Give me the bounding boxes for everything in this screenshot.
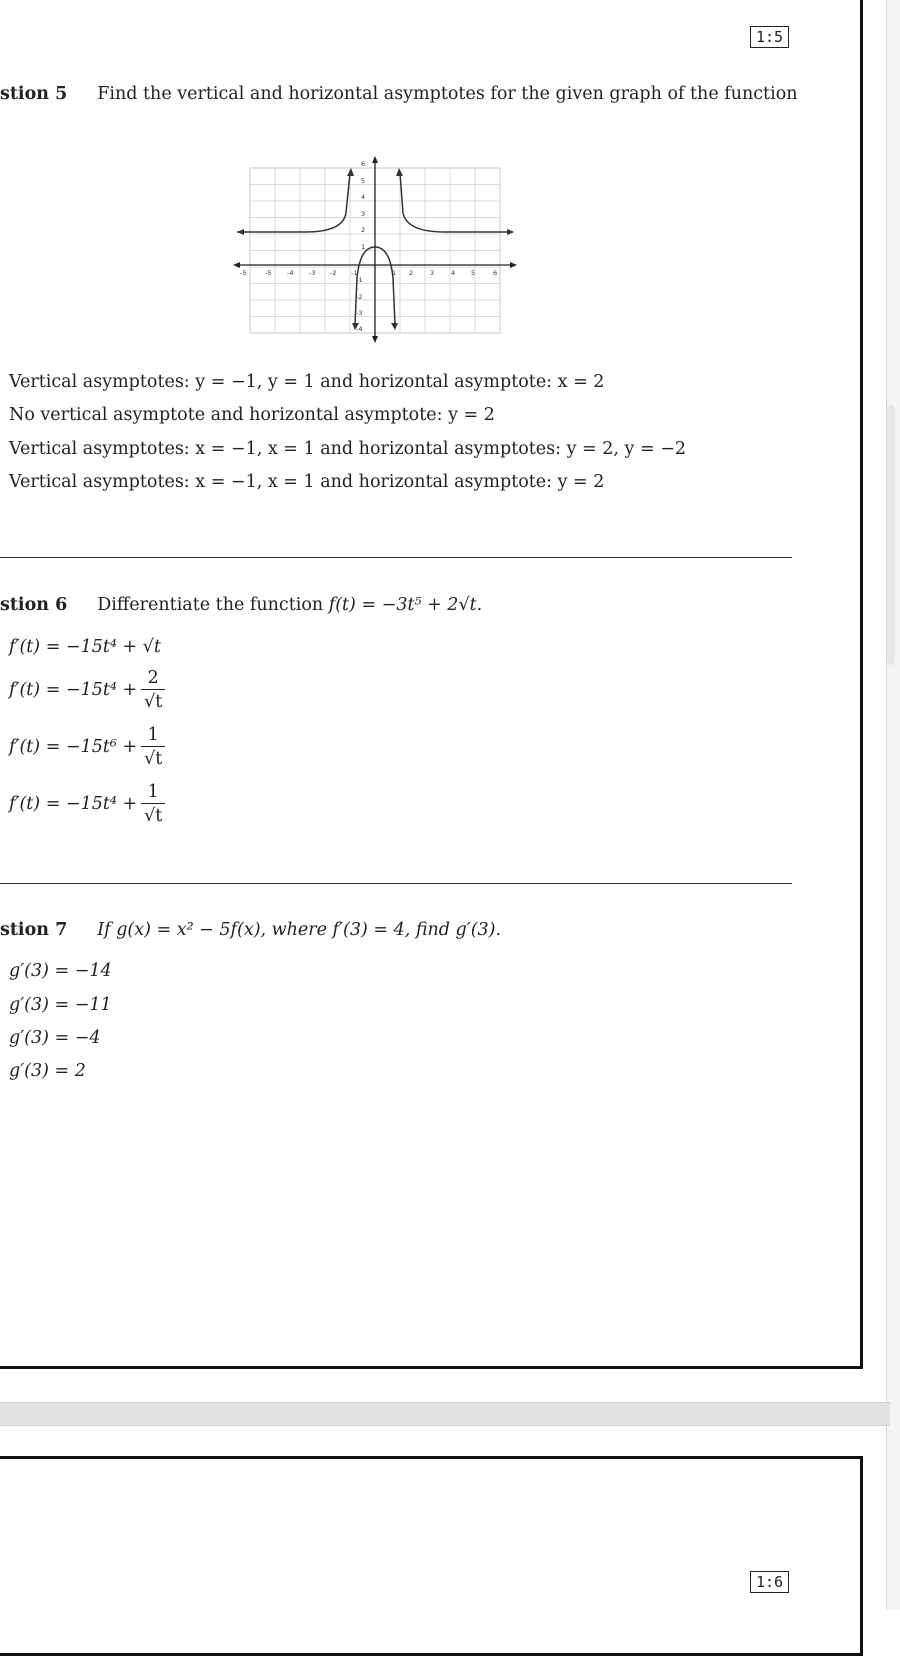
question-5-heading: [0, 84, 798, 104]
q5-option-4[interactable]: Vertical asymptotes: x = −1, x = 1 and horizontal asymptote: y = 2: [9, 472, 605, 492]
x-tick-label: 2: [409, 269, 414, 277]
q6-option-2[interactable]: f′(t) = −15t⁴ + $\frac{2}{√t}$: [9, 667, 165, 714]
q5-option-2[interactable]: No vertical asymptote and horizontal asymptote: y = 2: [9, 405, 495, 425]
page-gap: [0, 1402, 890, 1426]
q6-option-3[interactable]: f′(t) = −15t⁶ + $\frac{1}{√t}$: [9, 724, 165, 771]
section-divider: [0, 883, 792, 884]
section-divider: [0, 557, 792, 558]
q7-option-4[interactable]: g′(3) = 2: [9, 1061, 86, 1081]
question-5-label: stion 5: [0, 84, 68, 104]
page-tag-1-5: 1:5: [750, 26, 789, 48]
y-tick-label: -1: [356, 276, 363, 284]
x-tick-label: -2: [330, 269, 337, 277]
question-7-heading: [0, 920, 501, 940]
q7-option-3[interactable]: g′(3) = −4: [9, 1028, 101, 1048]
question-7-label: stion 7: [0, 920, 68, 940]
x-tick-label: -5: [265, 269, 272, 277]
x-tick-label: -5: [240, 269, 247, 277]
x-tick-label: -1: [351, 269, 358, 277]
question-7-prompt: If g(x) = x² − 5f(x), where f′(3) = 4, find g′(3).: [97, 920, 502, 940]
y-tick-label: 4: [361, 193, 366, 201]
question-6-prompt: Differentiate the function: [97, 595, 329, 615]
question-5-prompt: Find the vertical and horizontal asymptotes for the given graph of the function: [97, 84, 798, 104]
q7-option-2[interactable]: g′(3) = −11: [9, 995, 112, 1015]
question-6-label: stion 6: [0, 595, 68, 615]
scrollbar-thumb[interactable]: [887, 405, 895, 665]
q6-option-1[interactable]: f′(t) = −15t⁴ + √t: [9, 637, 161, 657]
x-tick-label: -3: [309, 269, 316, 277]
q7-option-1[interactable]: g′(3) = −14: [9, 961, 112, 981]
scrollbar-track[interactable]: [886, 0, 900, 1610]
y-tick-label: 5: [361, 177, 366, 185]
question-6-heading: [0, 595, 482, 615]
y-tick-label: -3: [356, 309, 363, 317]
q6-option-4[interactable]: f′(t) = −15t⁴ + $\frac{1}{√t}$: [9, 781, 165, 828]
question-6-function: f(t) = −3t⁵ + 2√t.: [328, 595, 483, 615]
x-tick-label: 1: [392, 269, 397, 277]
q5-option-1[interactable]: Vertical asymptotes: y = −1, y = 1 and horizontal asymptote: x = 2: [9, 372, 605, 392]
x-tick-label: 4: [451, 269, 456, 277]
x-tick-label: 6: [493, 269, 498, 277]
next-quiz-page: [0, 1456, 863, 1656]
x-tick-label: 3: [430, 269, 435, 277]
y-tick-label: 6: [361, 160, 366, 168]
y-tick-label: 3: [361, 210, 366, 218]
page-tag-1-6: 1:6: [750, 1571, 789, 1593]
x-tick-label: 5: [471, 269, 476, 277]
y-tick-label: 1: [361, 243, 366, 251]
q5-option-3[interactable]: Vertical asymptotes: x = −1, x = 1 and horizontal asymptotes: y = 2, y = −2: [9, 439, 686, 459]
y-tick-label: -4: [356, 325, 363, 333]
y-tick-label: -2: [356, 293, 363, 301]
x-tick-label: -4: [287, 269, 294, 277]
y-tick-label: 2: [361, 226, 366, 234]
asymptote-graph: [225, 153, 525, 343]
